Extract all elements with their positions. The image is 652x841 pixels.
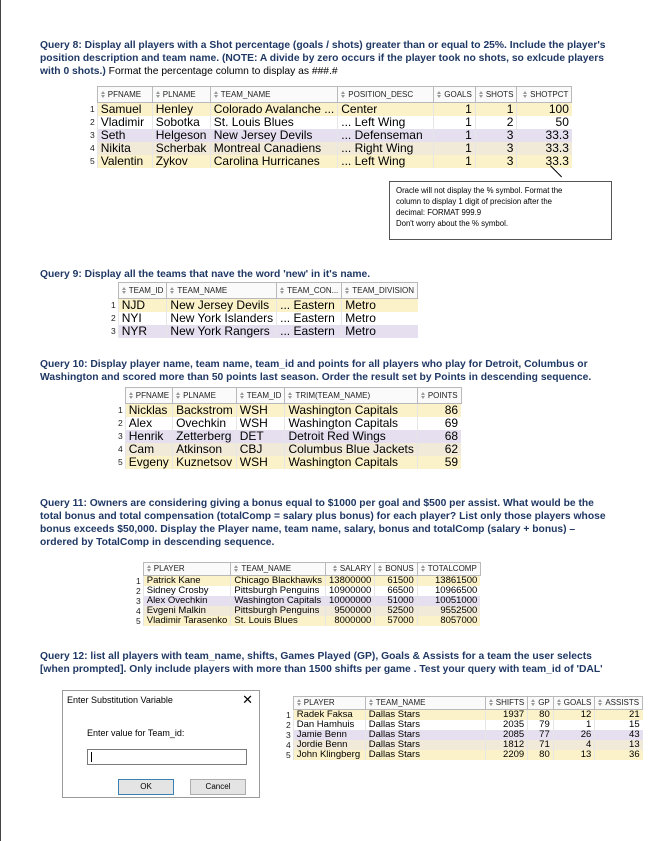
table-cell: Detroit Red Wings — [285, 430, 417, 443]
column-header-label: TEAM_DIVISION — [352, 286, 415, 295]
column-header[interactable] — [475, 87, 517, 103]
ok-button[interactable]: OK — [118, 779, 174, 795]
row-number: 1 — [286, 709, 291, 720]
sort-icon — [234, 565, 239, 572]
column-header-label: TOTALCOMP — [427, 564, 477, 573]
table-cell: Nikita — [97, 142, 152, 155]
row-number: 1 — [136, 575, 141, 586]
table-cell: 50 — [517, 116, 572, 129]
query-9-results-grid — [108, 282, 418, 338]
column-header[interactable] — [517, 87, 572, 103]
grid-header-row — [108, 283, 418, 299]
sort-icon — [122, 287, 127, 294]
table-cell: Henrik — [125, 430, 172, 443]
column-header-label: SHOTPCT — [530, 90, 569, 99]
row-number: 5 — [118, 457, 123, 467]
column-header[interactable] — [553, 697, 595, 710]
table-cell: 43 — [595, 730, 643, 740]
table-cell: Atkinson — [173, 443, 237, 456]
table-cell: 79 — [528, 720, 554, 730]
table-cell: 80 — [528, 750, 554, 760]
table-cell: 1 — [434, 142, 476, 155]
table-cell: Montreal Canadiens — [210, 142, 338, 155]
column-header[interactable] — [231, 563, 326, 576]
table-cell: WSH — [236, 404, 285, 418]
query-12-prompt: Query 12: list all players with team_name, shifts, Games Played (GP), Goals & Assists for a team the user selects [when prompted]. Only include players with more than 1500 shifts per game . Test your query with team_id of 'DAL' — [40, 651, 603, 675]
table-cell: Samuel — [97, 103, 152, 117]
sort-icon — [341, 91, 346, 98]
substitution-variable-dialog — [62, 690, 260, 798]
row-number-header — [115, 388, 125, 404]
column-header-label: TEAM_NAME — [177, 286, 228, 295]
table-cell: 10966500 — [417, 586, 480, 596]
table-cell: Washington Capitals — [285, 417, 417, 430]
table-cell: 33.3 — [517, 142, 572, 155]
column-header[interactable] — [375, 563, 417, 576]
row-number: 2 — [90, 117, 95, 127]
table-cell: 61500 — [375, 576, 417, 587]
column-header[interactable] — [118, 283, 167, 299]
table-cell: 4 — [553, 740, 595, 750]
table-cell: Dallas Stars — [365, 710, 485, 721]
table-cell: Scherbak — [152, 142, 210, 155]
row-number: 1 — [90, 103, 95, 114]
table-row[interactable] — [283, 750, 643, 760]
table-cell: ... Eastern — [277, 299, 342, 313]
table-cell: ... Eastern — [277, 325, 342, 338]
grid-header-row — [133, 563, 480, 576]
table-cell: 10900000 — [326, 586, 375, 596]
dialog-title: Enter Substitution Variable — [67, 695, 173, 705]
table-cell: Sidney Crosby — [143, 586, 231, 596]
grid-header-row — [115, 388, 461, 404]
column-header-label: TEAM_ID — [246, 391, 282, 400]
table-cell: St. Louis Blues — [231, 616, 326, 626]
table-cell: ... Defenseman — [338, 129, 434, 142]
table-cell: 62 — [417, 443, 461, 456]
sort-icon — [421, 565, 426, 572]
column-header-label: PFNAME — [107, 90, 142, 99]
row-number: 2 — [136, 586, 141, 596]
table-cell: Zetterberg — [173, 430, 237, 443]
table-cell: 69 — [417, 417, 461, 430]
table-row[interactable] — [133, 616, 480, 626]
query-12-text — [40, 650, 615, 676]
sort-icon — [479, 91, 484, 98]
table-cell: Ovechkin — [173, 417, 237, 430]
column-header[interactable] — [417, 563, 480, 576]
table-cell: 1937 — [485, 710, 527, 721]
row-number: 3 — [90, 130, 95, 140]
column-header[interactable] — [293, 697, 365, 710]
sort-icon — [176, 392, 181, 399]
table-cell: Evgeny — [125, 456, 172, 469]
row-number: 3 — [118, 431, 123, 441]
table-cell: 52500 — [375, 606, 417, 616]
column-header[interactable] — [152, 87, 210, 103]
table-cell: 1 — [475, 103, 517, 117]
table-cell: 2035 — [485, 720, 527, 730]
table-cell: Kuznetsov — [173, 456, 237, 469]
row-number: 3 — [136, 596, 141, 606]
query-9-prompt: Query 9: Display all the teams that nave the word 'new' in it's name. — [40, 269, 371, 280]
table-cell: Dallas Stars — [365, 720, 485, 730]
sort-icon — [531, 699, 536, 706]
column-header-label: PLNAME — [162, 90, 196, 99]
column-header[interactable] — [173, 388, 237, 404]
table-cell: Carolina Hurricanes — [210, 155, 338, 168]
table-cell: 26 — [553, 730, 595, 740]
column-header[interactable] — [277, 283, 342, 299]
table-cell: 77 — [528, 730, 554, 740]
sort-icon — [557, 699, 562, 706]
table-cell: ... Eastern — [277, 312, 342, 325]
row-number: 3 — [286, 730, 291, 740]
sort-icon — [214, 91, 219, 98]
query-8-results-grid — [87, 86, 572, 168]
query-11-prompt: Query 11: Owners are considering giving a bonus equal to $1000 per goal and $500 per assist. What would be the total bonus and total compensation (totalComp = salary plus bonus) for each player? List only those players whose bonus exceeds $50,000. Display the Player name, team name, salary, bonus and totalComp (salary + bonus) – ordered by TotalComp in descending sequence. — [40, 498, 606, 548]
dialog-titlebar — [63, 691, 259, 710]
query-10-prompt: Query 10: Display player name, team name, team_id and points for all players who play for Detroit, Columbus or Washington and scored more than 50 points last season. Order the result set by Points in descending sequence. — [40, 359, 592, 383]
table-row[interactable] — [108, 299, 418, 313]
row-number-header — [133, 563, 143, 576]
table-cell: Dallas Stars — [365, 740, 485, 750]
table-cell: Alex — [125, 417, 172, 430]
table-cell: Cam — [125, 443, 172, 456]
column-header-label: TRIM(TEAM_NAME) — [295, 391, 371, 400]
column-header[interactable] — [97, 87, 152, 103]
column-header-label: POINTS — [427, 391, 458, 400]
note-line: Oracle will not display the % symbol. Format the — [396, 186, 563, 195]
column-header[interactable] — [125, 388, 172, 404]
table-cell: ... Left Wing — [338, 116, 434, 129]
table-cell: New Jersey Devils — [167, 299, 277, 313]
column-header[interactable] — [528, 697, 554, 710]
table-cell: 10000000 — [326, 596, 375, 606]
grid-header-row — [283, 697, 643, 710]
column-header-label: GP — [538, 698, 550, 707]
column-header-label: BONUS — [385, 564, 414, 573]
table-cell: Henley — [152, 103, 210, 117]
table-cell: 1812 — [485, 740, 527, 750]
column-header[interactable] — [236, 388, 285, 404]
table-cell: 2 — [475, 116, 517, 129]
table-cell: Dan Hamhuis — [293, 720, 365, 730]
sort-icon — [147, 565, 152, 572]
sort-icon — [101, 91, 106, 98]
column-header-label: TEAM_NAME — [241, 564, 292, 573]
column-header[interactable] — [285, 388, 417, 404]
table-cell: New Jersey Devils — [210, 129, 338, 142]
table-cell: 68 — [417, 430, 461, 443]
table-cell: 1 — [434, 155, 476, 168]
sort-icon — [240, 392, 245, 399]
sort-icon — [288, 392, 293, 399]
table-cell: 57000 — [375, 616, 417, 626]
table-cell: 9552500 — [417, 606, 480, 616]
table-cell: 51000 — [375, 596, 417, 606]
table-cell: DET — [236, 430, 285, 443]
team-id-prompt-label: Enter value for Team_id: — [87, 728, 185, 738]
query-9-text — [40, 268, 615, 281]
column-header[interactable] — [365, 697, 485, 710]
row-number: 2 — [118, 418, 123, 428]
table-cell: WSH — [236, 456, 285, 469]
sort-icon — [437, 91, 442, 98]
sort-icon — [369, 699, 374, 706]
column-header-label: TEAM_CON... — [287, 286, 339, 295]
close-icon[interactable]: ✕ — [242, 692, 253, 707]
table-cell: 2085 — [485, 730, 527, 740]
query-8-text — [40, 39, 615, 78]
column-header[interactable] — [210, 87, 338, 103]
column-header[interactable] — [338, 87, 434, 103]
table-cell: Chicago Blackhawks — [231, 576, 326, 587]
query-8-callout-note — [389, 181, 612, 240]
sort-icon — [345, 287, 350, 294]
table-row[interactable] — [115, 404, 461, 418]
table-cell: Washington Capitals — [231, 596, 326, 606]
row-number: 5 — [136, 616, 141, 626]
row-number: 1 — [118, 404, 123, 415]
table-cell: Dallas Stars — [365, 750, 485, 760]
table-cell: 3 — [475, 129, 517, 142]
column-header-label: POSITION_DESC — [348, 90, 414, 99]
table-cell: Center — [338, 103, 434, 117]
table-cell: Evgeni Malkin — [143, 606, 231, 616]
row-number: 3 — [111, 326, 116, 336]
table-cell: 3 — [475, 155, 517, 168]
table-cell: 13861500 — [417, 576, 480, 587]
column-header[interactable] — [434, 87, 476, 103]
row-number: 4 — [90, 143, 95, 153]
table-cell: Seth — [97, 129, 152, 142]
table-row[interactable] — [115, 456, 461, 469]
table-cell: Nicklas — [125, 404, 172, 418]
table-cell: NYI — [118, 312, 167, 325]
sort-icon — [489, 699, 494, 706]
query-11-text — [40, 497, 615, 549]
table-cell: NYR — [118, 325, 167, 338]
table-cell: Vladimir Tarasenko — [143, 616, 231, 626]
column-header[interactable] — [595, 697, 643, 710]
table-cell: Dallas Stars — [365, 730, 485, 740]
column-header-label: GOALS — [444, 90, 472, 99]
column-header-label: PLAYER — [153, 564, 185, 573]
table-cell: Patrick Kane — [143, 576, 231, 587]
table-cell: 8057000 — [417, 616, 480, 626]
table-row[interactable] — [87, 155, 572, 168]
table-cell: 1 — [434, 116, 476, 129]
table-cell: Colorado Avalanche ... — [210, 103, 338, 117]
table-cell: 80 — [528, 710, 554, 721]
column-header-label: TEAM_NAME — [375, 698, 426, 707]
table-cell: 21 — [595, 710, 643, 721]
row-number: 2 — [286, 720, 291, 730]
table-cell: CBJ — [236, 443, 285, 456]
table-row[interactable] — [87, 103, 572, 117]
row-number-header — [108, 283, 118, 299]
table-cell: Sobotka — [152, 116, 210, 129]
table-cell: Jamie Benn — [293, 730, 365, 740]
row-number: 5 — [286, 750, 291, 760]
table-cell: Pittsburgh Penguins — [231, 586, 326, 596]
table-cell: 36 — [595, 750, 643, 760]
table-cell: 1 — [434, 103, 476, 117]
table-cell: Pittsburgh Penguins — [231, 606, 326, 616]
table-cell: John Klingberg — [293, 750, 365, 760]
sort-icon — [297, 699, 302, 706]
table-cell: 9500000 — [326, 606, 375, 616]
sort-icon — [170, 287, 175, 294]
table-cell: 8000000 — [326, 616, 375, 626]
column-header[interactable] — [167, 283, 277, 299]
column-header-label: SALARY — [339, 564, 372, 573]
row-number: 4 — [136, 606, 141, 616]
column-header-label: PLAYER — [303, 698, 335, 707]
table-cell: Jordie Benn — [293, 740, 365, 750]
column-header-label: SHIFTS — [495, 698, 525, 707]
table-cell: 3 — [475, 142, 517, 155]
table-cell: Metro — [342, 299, 418, 313]
column-header[interactable] — [143, 563, 231, 576]
table-cell: Metro — [342, 325, 418, 338]
column-header-label: GOALS — [563, 698, 592, 707]
column-header-label: PFNAME — [135, 391, 170, 400]
note-line: Don't worry about the % symbol. — [396, 219, 508, 228]
row-number: 2 — [111, 313, 116, 323]
column-header-label: SHOTS — [485, 90, 514, 99]
table-cell: 13 — [553, 750, 595, 760]
table-cell: 66500 — [375, 586, 417, 596]
table-cell: Valentin — [97, 155, 152, 168]
table-cell: 1 — [434, 129, 476, 142]
row-number: 4 — [286, 740, 291, 750]
page-left-border — [0, 0, 1, 841]
table-cell: 10051000 — [417, 596, 480, 606]
column-header-label: TEAM_ID — [128, 286, 164, 295]
table-cell: NJD — [118, 299, 167, 313]
sort-icon — [523, 91, 528, 98]
table-cell: 33.3 — [517, 155, 572, 168]
column-header-label: ASSISTS — [605, 698, 640, 707]
team-id-input[interactable] — [87, 749, 247, 765]
query-11-results-grid — [133, 562, 481, 626]
table-cell: Vladimir — [97, 116, 152, 129]
sort-icon — [598, 699, 603, 706]
sort-icon — [156, 91, 161, 98]
column-header[interactable] — [485, 697, 527, 710]
table-cell: New York Islanders — [167, 312, 277, 325]
column-header[interactable] — [326, 563, 375, 576]
table-cell: Helgeson — [152, 129, 210, 142]
table-cell: ... Left Wing — [338, 155, 434, 168]
table-cell: 15 — [595, 720, 643, 730]
query-8-format-note: Format the percentage column to display as ###.# — [108, 66, 338, 77]
table-cell: 100 — [517, 103, 572, 117]
row-number-header — [283, 697, 293, 710]
table-row[interactable] — [108, 325, 418, 338]
table-cell: WSH — [236, 417, 285, 430]
table-cell: 71 — [528, 740, 554, 750]
note-line: column to display 1 digit of precision after the — [396, 197, 553, 206]
table-cell: Washington Capitals — [285, 404, 417, 418]
note-line: decimal: FORMAT 999.9 — [396, 208, 482, 217]
table-cell: Zykov — [152, 155, 210, 168]
table-cell: 2209 — [485, 750, 527, 760]
row-number-header — [87, 87, 97, 103]
table-cell: 12 — [553, 710, 595, 721]
row-number: 1 — [111, 299, 116, 310]
table-cell: 59 — [417, 456, 461, 469]
sort-icon — [378, 565, 383, 572]
column-header-label: TEAM_NAME — [220, 90, 271, 99]
table-cell: Metro — [342, 312, 418, 325]
table-cell: 33.3 — [517, 129, 572, 142]
sort-icon — [333, 565, 338, 572]
query-10-text — [40, 358, 615, 384]
table-cell: Alex Ovechkin — [143, 596, 231, 606]
sort-icon — [280, 287, 285, 294]
row-number: 5 — [90, 156, 95, 166]
table-cell: 86 — [417, 404, 461, 418]
column-header[interactable] — [417, 388, 461, 404]
query-12-results-grid — [283, 696, 643, 760]
sort-icon — [129, 392, 134, 399]
column-header-label: PLNAME — [183, 391, 216, 400]
table-cell: Washington Capitals — [285, 456, 417, 469]
table-cell: 1 — [553, 720, 595, 730]
cancel-button[interactable]: Cancel — [190, 779, 246, 795]
table-cell: Radek Faksa — [293, 710, 365, 721]
table-cell: 13 — [595, 740, 643, 750]
text-caret — [91, 752, 92, 762]
table-cell: 13800000 — [326, 576, 375, 587]
table-cell: Backstrom — [173, 404, 237, 418]
column-header[interactable] — [342, 283, 418, 299]
row-number: 4 — [118, 444, 123, 454]
grid-header-row — [87, 87, 572, 103]
table-cell: Columbus Blue Jackets — [285, 443, 417, 456]
query-10-results-grid — [115, 387, 462, 469]
query-8-prompt: Query 8: Display all players with a Shot percentage (goals / shots) greater than or equal to 25%. Include the player's position description and team name. (NOTE: A divide by zero occurs if the player took no shots, so exlcude players with 0 shots.) — [40, 40, 606, 77]
table-cell: St. Louis Blues — [210, 116, 338, 129]
sort-icon — [421, 392, 426, 399]
table-cell: New York Rangers — [167, 325, 277, 338]
table-cell: ... Right Wing — [338, 142, 434, 155]
